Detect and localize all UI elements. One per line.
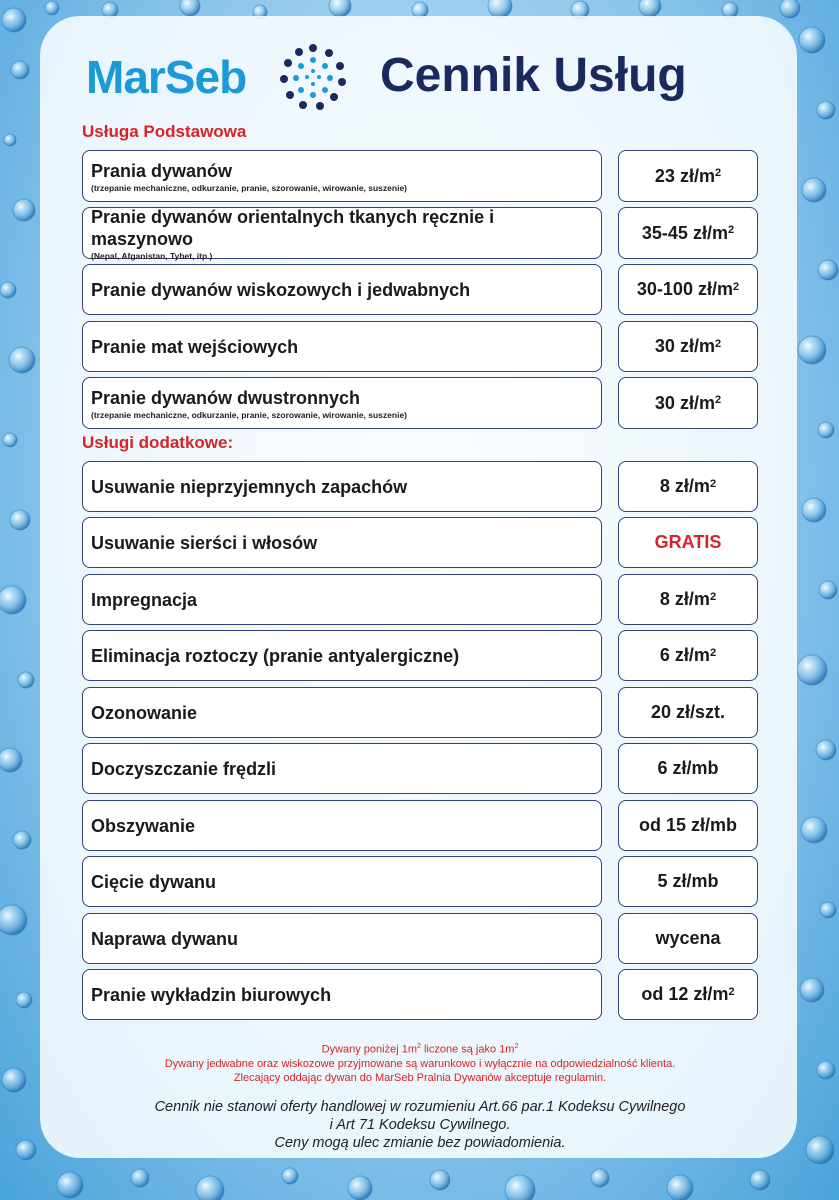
service-price (618, 630, 758, 681)
service-description: (trzepanie mechaniczne, odkurzanie, pranie, szorowanie, wirowanie, suszenie) (91, 409, 408, 420)
price-value-free: GRATIS (654, 532, 722, 552)
service-name-box (82, 377, 602, 429)
price-value: 30 zł/m (654, 336, 715, 356)
price-value: 8 zł/m (659, 589, 710, 609)
list-item (82, 264, 758, 315)
list-item (82, 630, 758, 681)
price-value: 6 zł/mb (657, 758, 719, 778)
service-name: Cięcie dywanu (91, 871, 217, 892)
price-unit-exponent: 2 (709, 477, 717, 490)
price-unit-exponent: 2 (709, 590, 717, 603)
price-unit-exponent: 2 (732, 280, 740, 293)
service-name-box (82, 687, 602, 738)
service-price (618, 461, 758, 512)
service-price (618, 321, 758, 372)
service-price (618, 913, 758, 964)
service-price (618, 207, 758, 259)
service-name: Obszywanie (91, 815, 196, 836)
price-value: 30-100 zł/m (636, 279, 733, 299)
disclaimer-line-3: Ceny mogą ulec zmianie bez powiadomienia. (274, 1135, 566, 1151)
service-name: Prania dywanów (91, 160, 233, 181)
price-value: 20 zł/szt. (650, 702, 726, 722)
note-exponent: 2 (514, 1043, 519, 1050)
note-line-3: Zlecający oddając dywan do MarSeb Pralnia Dywanów akceptuje regulamin. (233, 1071, 607, 1084)
list-item (82, 913, 758, 964)
brand-logo-text: MarSeb (86, 51, 247, 103)
brand-logo-icon (278, 42, 348, 112)
price-unit-exponent: 2 (709, 646, 717, 659)
service-name-box (82, 150, 602, 202)
note-line-2: Dywany jedwabne oraz wiskozowe przyjmowane są warunkowo i wyłącznie na odpowiedzialność klienta. (164, 1057, 676, 1070)
price-unit-exponent: 2 (727, 224, 735, 236)
price-value: 35-45 zł/m (641, 222, 728, 243)
list-item (82, 150, 758, 202)
section-title-basic: Usługa Podstawowa (82, 122, 247, 141)
price-value: 6 zł/m (659, 645, 710, 665)
service-name-box (82, 574, 602, 625)
header (0, 0, 839, 120)
service-name: Pranie dywanów dwustronnych (91, 387, 361, 408)
service-name: Ozonowanie (91, 702, 198, 723)
note-exponent: 2 (417, 1043, 421, 1050)
service-name: Pranie dywanów orientalnych tkanych ręcznie i maszynowo (91, 206, 495, 249)
list-item (82, 207, 758, 259)
disclaimer-line-2: i Art 71 Kodeksu Cywilnego. (329, 1117, 511, 1133)
service-name: Pranie dywanów wiskozowych i jedwabnych (91, 279, 471, 300)
disclaimer-line-1: Cennik nie stanowi oferty handlowej w rozumieniu Art.66 par.1 Kodeksu Cywilnego (154, 1099, 686, 1115)
service-name-box (82, 517, 602, 568)
price-unit-exponent: 2 (714, 394, 722, 406)
price-value: 5 zł/mb (657, 871, 719, 891)
service-name-box (82, 913, 602, 964)
service-price (618, 743, 758, 794)
service-price (618, 800, 758, 851)
service-price (618, 969, 758, 1020)
service-name: Pranie wykładzin biurowych (91, 984, 332, 1005)
service-name-box (82, 207, 602, 259)
service-price (618, 150, 758, 202)
service-price (618, 517, 758, 568)
service-name: Doczyszczanie frędzli (91, 758, 277, 779)
service-name-box (82, 856, 602, 907)
service-price (618, 574, 758, 625)
service-name-box (82, 743, 602, 794)
list-item (82, 377, 758, 429)
page-title: Cennik Usług (380, 49, 687, 102)
service-price (618, 856, 758, 907)
service-name: Eliminacja roztoczy (pranie antyalergiczne) (91, 645, 460, 666)
list-item (82, 321, 758, 372)
section-title-extra: Usługi dodatkowe: (82, 433, 234, 452)
service-description: (trzepanie mechaniczne, odkurzanie, pranie, szorowanie, wirowanie, suszenie) (91, 182, 408, 193)
list-item (82, 517, 758, 568)
service-name-box (82, 630, 602, 681)
price-unit-exponent: 2 (714, 337, 722, 350)
notes (82, 1040, 758, 1085)
price-value: 30 zł/m (654, 392, 715, 413)
note-line-1 (82, 1040, 758, 1057)
service-name: Usuwanie nieprzyjemnych zapachów (91, 476, 408, 497)
service-name-box (82, 264, 602, 315)
list-item (82, 800, 758, 851)
service-price (618, 687, 758, 738)
service-name-box (82, 321, 602, 372)
price-unit-exponent: 2 (728, 985, 735, 998)
list-item (82, 856, 758, 907)
service-name-box (82, 800, 602, 851)
service-name: Pranie mat wejściowych (91, 336, 299, 357)
list-item (82, 743, 758, 794)
note-text: Dywany poniżej 1m (321, 1043, 417, 1056)
price-value: od 15 zł/mb (638, 815, 737, 835)
disclaimer (82, 1098, 758, 1152)
price-value: 23 zł/m (654, 165, 715, 186)
service-name-box (82, 969, 602, 1020)
list-item (82, 461, 758, 512)
price-value: od 12 zł/m (641, 984, 729, 1004)
note-text: liczone są jako 1m (420, 1043, 515, 1056)
service-description: (Nepal, Afganistan, Tybet, itp.) (91, 250, 213, 261)
service-name: Naprawa dywanu (91, 928, 239, 949)
service-name: Usuwanie sierści i włosów (91, 532, 318, 553)
list-item (82, 969, 758, 1020)
service-name-box (82, 461, 602, 512)
price-value: wycena (655, 928, 721, 948)
list-item (82, 574, 758, 625)
service-name: Impregnacja (91, 589, 198, 610)
service-price (618, 264, 758, 315)
service-price (618, 377, 758, 429)
list-item (82, 687, 758, 738)
price-unit-exponent: 2 (714, 167, 722, 179)
price-value: 8 zł/m (659, 476, 710, 496)
